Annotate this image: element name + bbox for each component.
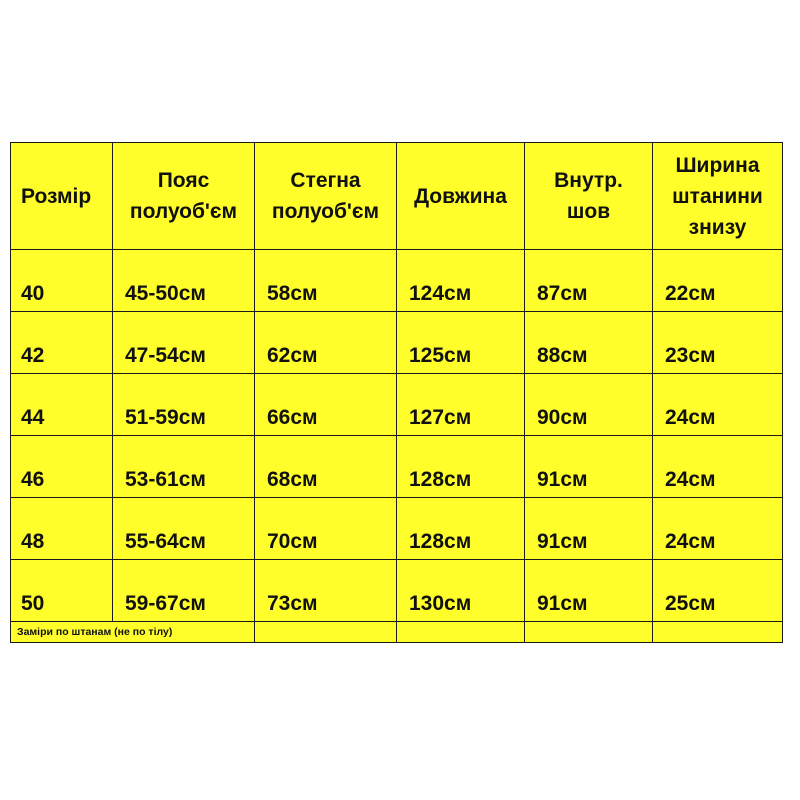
cell-leg-opening: 23см — [653, 312, 783, 374]
table-row — [11, 498, 783, 560]
cell-length: 124см — [397, 250, 525, 312]
cell-size: 44 — [11, 374, 113, 436]
size-chart-table — [10, 142, 783, 643]
cell-length: 127см — [397, 374, 525, 436]
note-empty-cell — [653, 622, 783, 643]
header-hips: Стегна полуоб'єм — [255, 143, 397, 250]
cell-inseam: 87см — [525, 250, 653, 312]
measurement-note: Заміри по штанам (не по тілу) — [11, 622, 255, 643]
header-inseam: Внутр. шов — [525, 143, 653, 250]
cell-size: 42 — [11, 312, 113, 374]
cell-waist: 51-59см — [113, 374, 255, 436]
cell-waist: 55-64см — [113, 498, 255, 560]
cell-inseam: 91см — [525, 560, 653, 622]
cell-length: 125см — [397, 312, 525, 374]
cell-leg-opening: 25см — [653, 560, 783, 622]
cell-hips: 68см — [255, 436, 397, 498]
table-row — [11, 436, 783, 498]
cell-waist: 45-50см — [113, 250, 255, 312]
table-row — [11, 250, 783, 312]
cell-length: 128см — [397, 498, 525, 560]
note-empty-cell — [255, 622, 397, 643]
cell-hips: 66см — [255, 374, 397, 436]
cell-leg-opening: 24см — [653, 498, 783, 560]
cell-inseam: 91см — [525, 498, 653, 560]
table-row — [11, 312, 783, 374]
cell-leg-opening: 22см — [653, 250, 783, 312]
header-waist: Пояс полуоб'єм — [113, 143, 255, 250]
cell-length: 128см — [397, 436, 525, 498]
note-empty-cell — [525, 622, 653, 643]
table-row — [11, 560, 783, 622]
header-row — [11, 143, 783, 250]
cell-leg-opening: 24см — [653, 436, 783, 498]
cell-hips: 58см — [255, 250, 397, 312]
cell-hips: 70см — [255, 498, 397, 560]
cell-inseam: 90см — [525, 374, 653, 436]
table-row — [11, 374, 783, 436]
header-leg-opening: Ширина штанини знизу — [653, 143, 783, 250]
note-empty-cell — [397, 622, 525, 643]
cell-leg-opening: 24см — [653, 374, 783, 436]
cell-hips: 73см — [255, 560, 397, 622]
cell-inseam: 91см — [525, 436, 653, 498]
cell-hips: 62см — [255, 312, 397, 374]
cell-waist: 53-61см — [113, 436, 255, 498]
cell-size: 46 — [11, 436, 113, 498]
header-size: Розмір — [11, 143, 113, 250]
cell-size: 48 — [11, 498, 113, 560]
cell-size: 50 — [11, 560, 113, 622]
cell-waist: 47-54см — [113, 312, 255, 374]
note-row — [11, 622, 783, 643]
cell-waist: 59-67см — [113, 560, 255, 622]
cell-inseam: 88см — [525, 312, 653, 374]
cell-size: 40 — [11, 250, 113, 312]
header-length: Довжина — [397, 143, 525, 250]
cell-length: 130см — [397, 560, 525, 622]
